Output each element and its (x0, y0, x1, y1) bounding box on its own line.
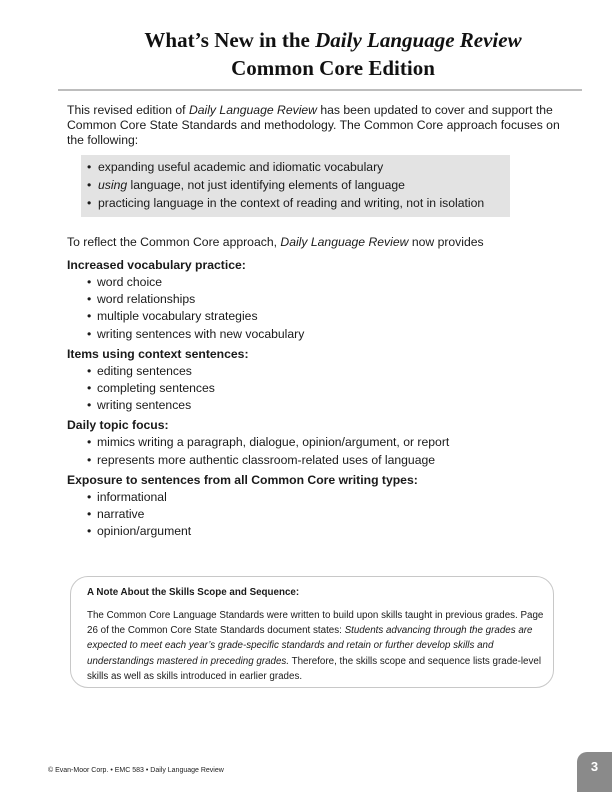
section-list (67, 274, 567, 343)
list-item: • completing sentences (87, 380, 567, 397)
focus-box (81, 155, 510, 217)
list-item: • mimics writing a paragraph, dialogue, opinion/argument, or report (87, 434, 567, 451)
section-list (67, 434, 567, 468)
focus-item: • expanding useful academic and idiomatic vocabulary (87, 158, 510, 176)
list-item: • opinion/argument (87, 523, 567, 540)
title-line-1: What’s New in the Daily Language Review (144, 28, 522, 52)
title-line-2: Common Core Edition (231, 56, 435, 80)
provides-paragraph: To reflect the Common Core approach, Daily Language Review now provides (67, 235, 484, 249)
title-divider (58, 89, 582, 91)
list-item: • narrative (87, 506, 567, 523)
list-item: • editing sentences (87, 363, 567, 380)
section-heading: Exposure to sentences from all Common Core writing types: (67, 472, 418, 487)
feature-sections (67, 255, 567, 540)
focus-item: • using language, not just identifying elements of language (87, 176, 510, 194)
section-heading: Increased vocabulary practice: (67, 258, 246, 272)
section-list (67, 489, 567, 541)
section-heading: Daily topic focus: (67, 418, 169, 433)
page-title (0, 26, 612, 82)
page-number: 3 (577, 752, 612, 792)
list-item: • word choice (87, 274, 567, 291)
title-book-name: Daily Language Review (315, 28, 522, 52)
focus-list (81, 155, 510, 212)
note-box (70, 576, 554, 688)
list-item: • represents more authentic classroom-related uses of language (87, 452, 567, 469)
note-quote: Students advancing through the grades are expected to meet each year’s grade-specific standards and retain or further develop skills and understandings mastered in preceding grades. (87, 625, 533, 667)
section-list (67, 363, 567, 415)
list-item: • multiple vocabulary strategies (87, 308, 567, 325)
list-item: • word relationships (87, 291, 567, 308)
list-item: • writing sentences (87, 397, 567, 414)
focus-item: • practicing language in the context of reading and writing, not in isolation (87, 194, 510, 212)
list-item: • writing sentences with new vocabulary (87, 326, 567, 343)
footer-credit: © Evan-Moor Corp. • EMC 583 • Daily Language Review (48, 767, 224, 774)
note-title: A Note About the Skills Scope and Sequence: (87, 587, 300, 598)
intro-paragraph: This revised edition of Daily Language Review has been updated to cover and support the Common Core State Standards and methodology. The Common Core approach focuses on the following: (67, 103, 560, 147)
section-heading: Items using context sentences: (67, 346, 249, 361)
list-item: • informational (87, 489, 567, 506)
note-body: The Common Core Language Standards were written to build upon skills taught in previous grades. Page 26 of the Common Core State Standards document states: Students advancing through the grades are expected to meet each year’s grade-specific standards and retain or further develop skills and understandings mastered in preceding grades. Therefore, the skills scope and sequence lists grade-level skills as well as skills introduced in earlier grades. (87, 610, 544, 682)
